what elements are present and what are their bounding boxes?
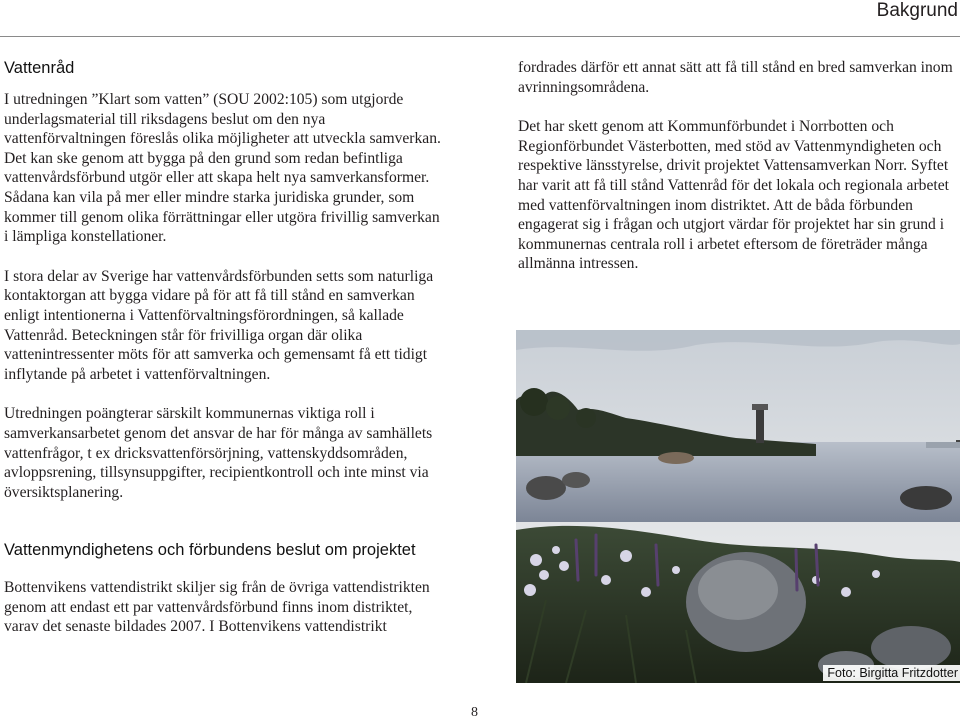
lake-shore-photo [516,330,960,683]
header-divider [0,36,960,37]
paragraph-bottenviken: Bottenvikens vattendistrikt skiljer sig från de övriga vattendistrikten genom att endast ett par vattenvårdsförbund finns inom distriktet, varav det senaste bildades 2007. I Bottenvikens vattendistrikt [4,579,430,636]
left-column [4,58,442,637]
heading-beslut: Vattenmyndighetens och förbundens beslut om projektet [4,541,416,560]
paragraph-vattenrad: I stora delar av Sverige har vattenvårdsförbunden setts som naturliga kontaktorgan att bygga vidare på för att få till stånd en samverkan enligt intentionerna i Vattenförvaltningsförordningen, så kallade Vattenråd. Beteckningen står för frivilliga organ där olika vattenintressenter möts för att samverka och gemensamt få ett tidigt inflytande på arbetet i vattenförvaltningen. [4,267,434,383]
paragraph-intro: I utredningen ”Klart som vatten” (SOU 2002:105) som utgjorde underlagsmaterial till riksdagens beslut om den nya vattenförvaltningen föreslås olika möjligheter att utveckla samverkan. Det kan ske genom att bygga på den grund som redan befintliga vattenvårdsförbund utgör eller att skapa helt nya samverkansformer. Sådana kan vila på mer eller mindre starka juridiska grunder, som kommer till genom olika förrättningar eller utgöra frivillig samverkan i lämpliga konstellationer. [4,91,441,246]
right-column [518,58,960,274]
paragraph-vattensamverkan: Det har skett genom att Kommunförbundet i Norrbotten och Regionförbundet Västerbotten, med stöd av Vattenmyndigheten och respektive länsstyrelse, drivit projektet Vattensamverkan Norr. Syftet har varit att få till stånd Vattenråd för det lokala och regionala arbetet med vattenförvaltningen inom distriktet. Att de båda förbunden engagerat sig i frågan och utgjort värdar för projektet har sin grund i kommunernas centrala roll i arbetet eftersom de företräder många allmänna intressen. [518,118,949,273]
photo-illustration [516,330,960,683]
section-label: Bakgrund [876,0,958,21]
photo-credit: Foto: Birgitta Fritzdotter [823,665,960,681]
heading-vattenrad: Vattenråd [4,59,75,77]
paragraph-kommuner: Utredningen poängterar särskilt kommunernas viktiga roll i samverkansarbetet genom det ansvar de har för många av samhällets vattenfrågor, t ex dricksvattenförsörjning, vattenskyddsområden, avloppsrening, tillsynsuppgifter, recipientkontroll och inte minst via översiktsplanering. [4,405,433,501]
page-number: 8 [471,705,478,720]
paragraph-continuation: fordrades därför ett annat sätt att få till stånd en bred samverkan inom avrinningsområdena. [518,59,953,96]
